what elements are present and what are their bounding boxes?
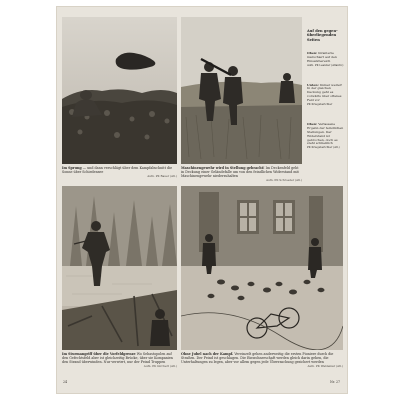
caption-top-right: Maschinengewehr wird in Stellung gebracht! Im Deckenfeld geht in Deckung einer Geländefalle um von den feindlichen Widerstand mit Maschinengewehr niederzuhalten Aufn. PK Schroeder (Atl.) [181,166,302,182]
photo-soldier-bridge [62,186,177,350]
sidebar-captions [307,29,345,160]
caption-bottom-left: Im Sturmangriff über die Vorfeldgrenze Wo Sebastopolen auf den Gefechtsfeld aber ist gleichzeitig Brücke, über sie Kompanien den Strand überwinden. Nur verwirrt, nur der Feind Truppen Aufn. PK Girchert (Atl.) [62,352,177,368]
photo-soldier-leaping [62,17,177,164]
photo-village-street [181,186,343,350]
sidebar-item: Unten: Immer weiter! In der gleichen Deckung geht es vorwärts über offenes Feld vor PK Kriegsberichter [307,82,343,107]
caption-bottom-right: Ohne Jubel nach der Kampf. Vereinzelt gehen anderweitig die ersten Pioniere durch die Straßen. Der Feind ist geschlagen. Die Einwohnerschaft werden gleich darin gehen, die Unterhaltungen zu legen, aber vor allem gegen jede Überraschung gesichert werden Aufn. PK Waldemar (Atl.) [181,352,343,368]
sidebar-item: Oben: Verlassene Ergebn der feindlichen Stellungen. Der Widerstand ist gebrochen, doch es steht schließlich PK Kriegsberichter (Atl.) [307,121,344,150]
photo-machine-gun-team [181,17,302,164]
sidebar-heading: Auf den gegen-überliegenden Seiten [307,29,338,42]
page-number-left: 24 [63,380,68,384]
caption-top-left: Im Sprung — und dann verschlägt über dem Kampfabschnitt die Sonne über Schiedensee Aufn. PK Bauer (Atl.) [62,166,177,178]
sidebar-item: Oben: Infanterie marschiert auf den Einsatzbereich Aufn. PK Leander (Atlantic) [307,50,344,67]
page-number-right: Nr. 27 [330,380,341,384]
